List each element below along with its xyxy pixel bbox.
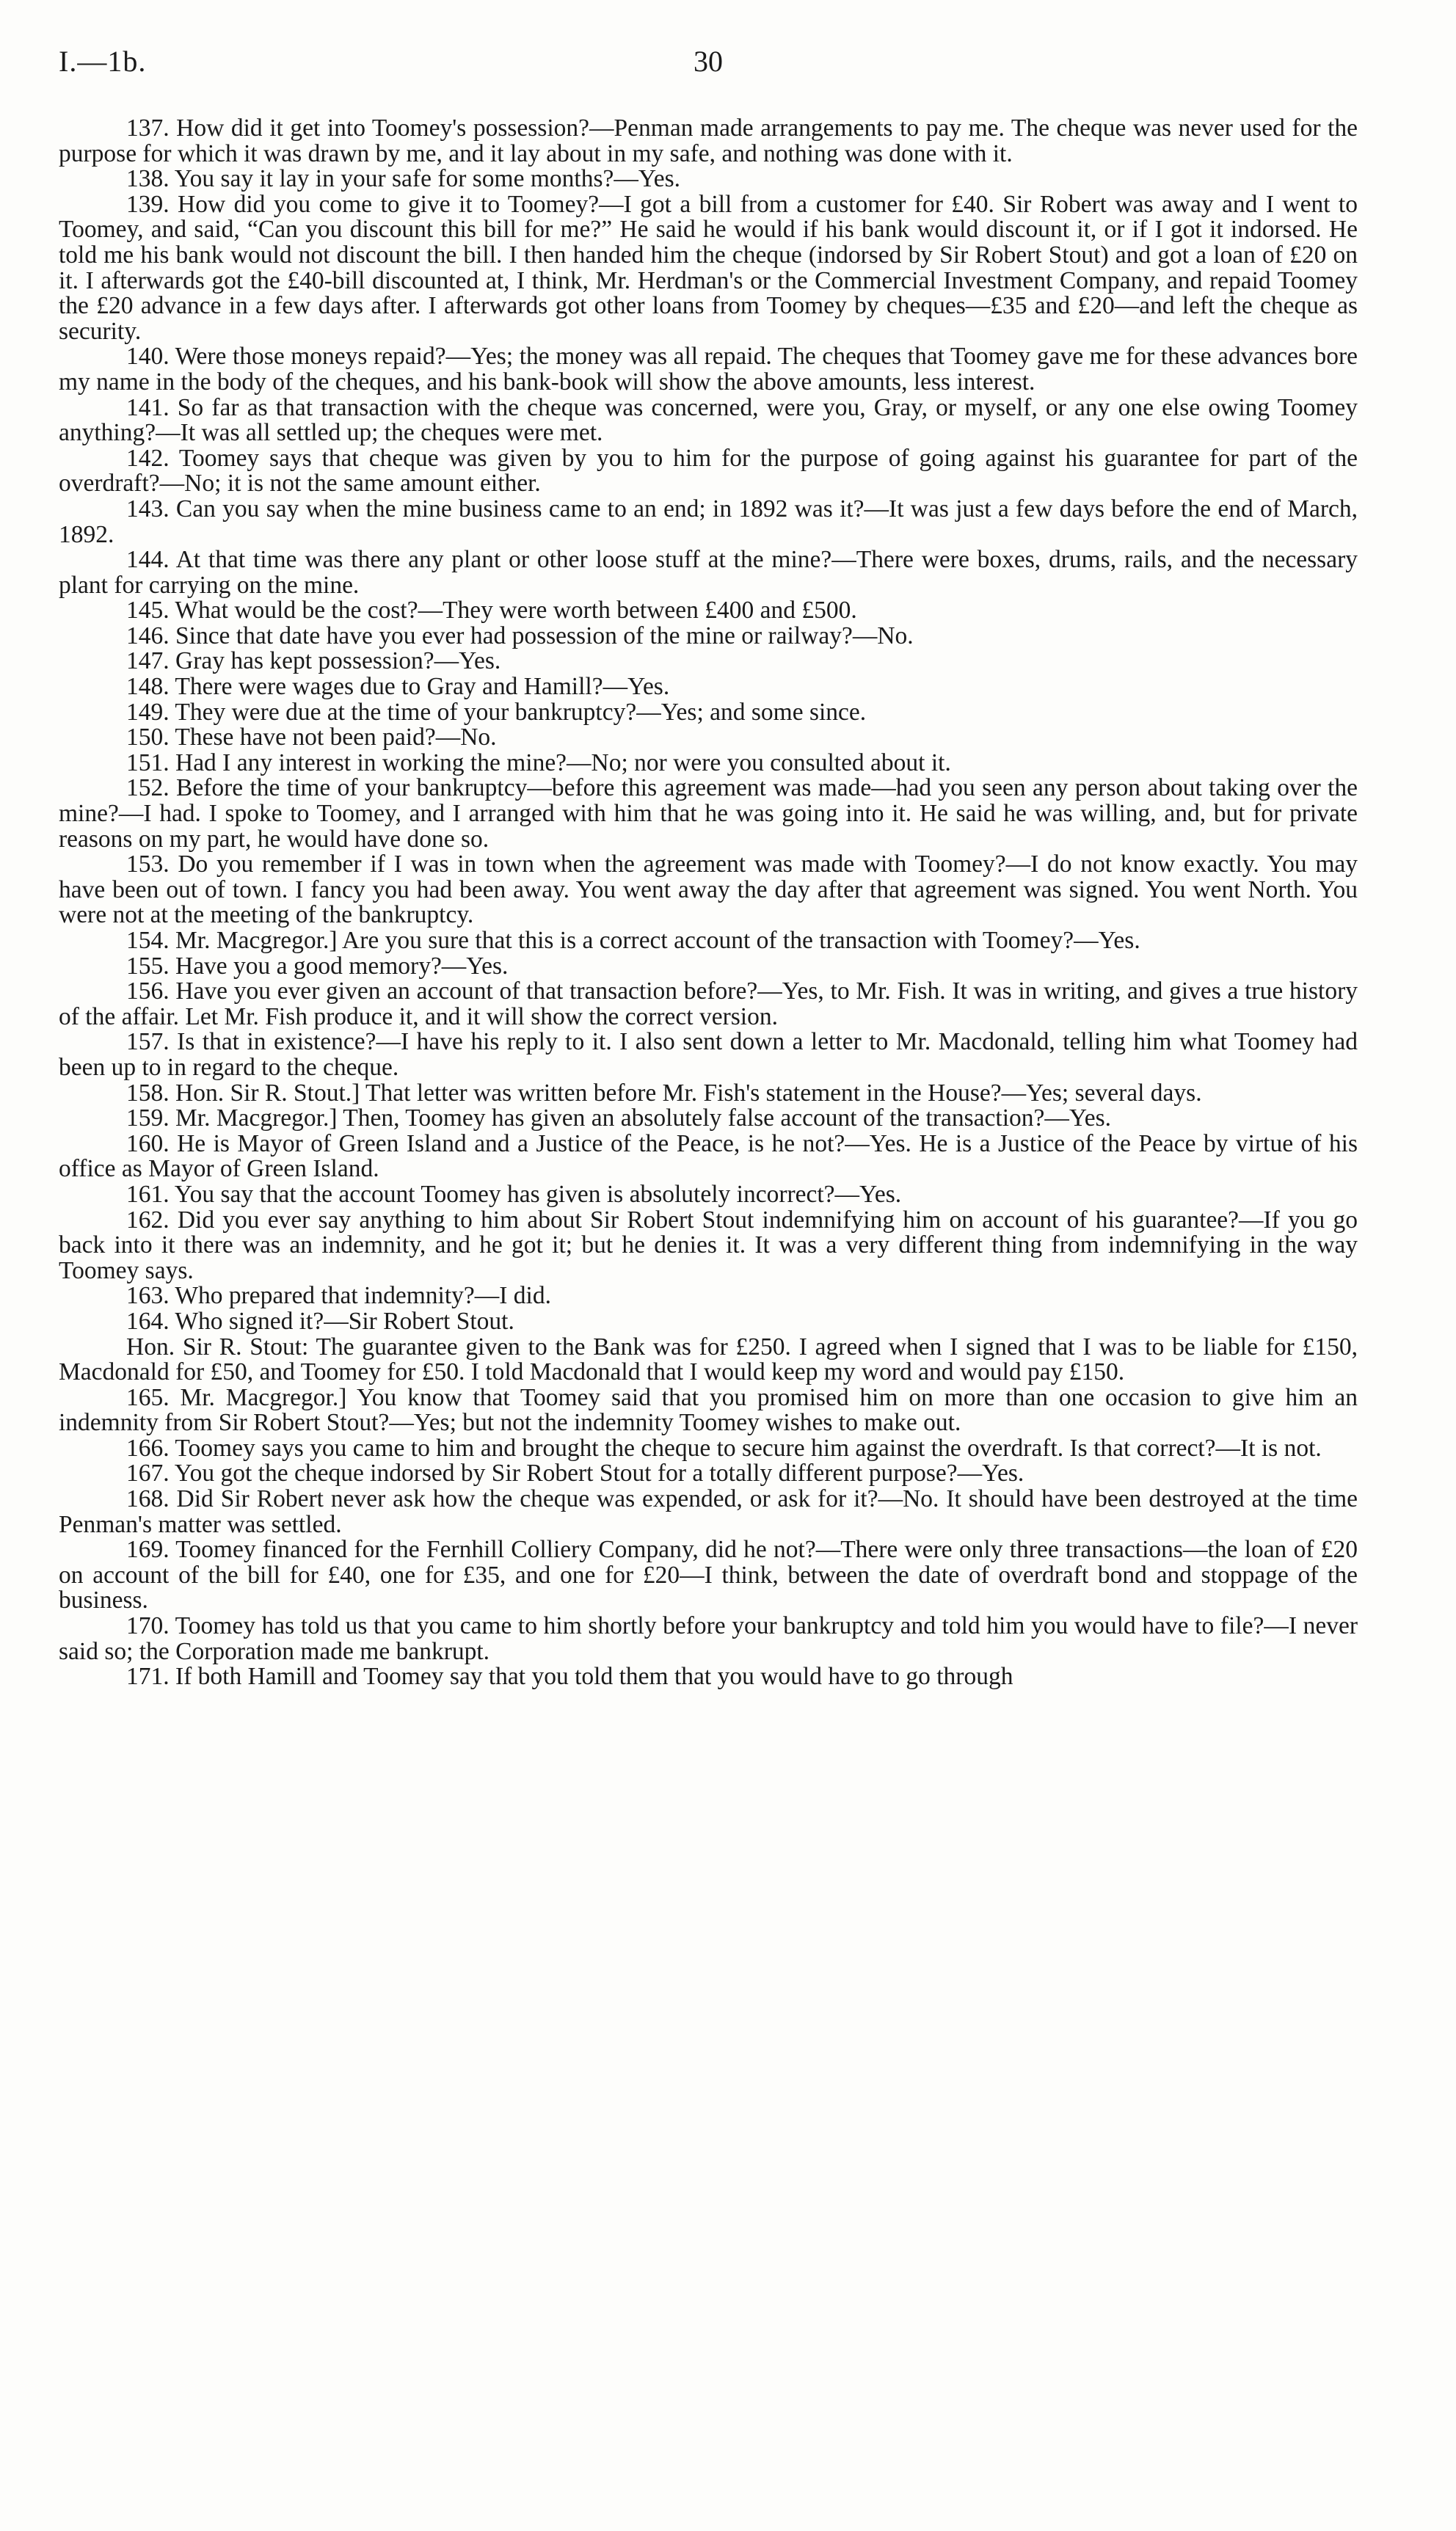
paragraph-170: 170. Toomey has told us that you came to him shortly before your bankruptcy and told him you would have to file?—I never said so; the Corporation made me bankrupt.	[59, 1612, 1358, 1665]
paragraph-156: 156. Have you ever given an account of that transaction before?—Yes, to Mr. Fish. It was in writing, and gives a true history of the affair. Let Mr. Fish produce it, and it will show the correct version.	[59, 977, 1358, 1030]
paragraph-stout-statement: Hon. Sir R. Stout: The guarantee given to the Bank was for £250. I agreed when I signed that I was to be liable for £150, Macdonald for £50, and Toomey for £50. I told Macdonald that I would keep my word and would pay £150.	[59, 1333, 1358, 1386]
paragraph-145: 145. What would be the cost?—They were worth between £400 and £500.	[126, 597, 857, 624]
paragraph-158: 158. Hon. Sir R. Stout.] That letter was written before Mr. Fish's statement in the House?—Yes; several days.	[126, 1079, 1202, 1107]
paragraph-166: 166. Toomey says you came to him and brought the cheque to secure him against the overdraft. Is that correct?—It is not.	[126, 1434, 1322, 1462]
paragraph-143: 143. Can you say when the mine business came to an end; in 1892 was it?—It was just a few days before the end of March, 1892.	[59, 495, 1358, 548]
paragraph-138: 138. You say it lay in your safe for some months?—Yes.	[126, 165, 680, 193]
paragraph-157: 157. Is that in existence?—I have his reply to it. I also sent down a letter to Mr. Macdonald, telling him what Toomey had been up to in regard to the cheque.	[59, 1028, 1358, 1081]
paragraph-142: 142. Toomey says that cheque was given by you to him for the purpose of going against his guarantee for part of the overdraft?—No; it is not the same amount either.	[59, 444, 1358, 498]
page-header	[59, 44, 1358, 88]
paragraph-162: 162. Did you ever say anything to him about Sir Robert Stout indemnifying him on account of his guarantee?—If you go back into it there was an indemnity, and he got it; but he denies it. It was a very different thing from indemnifying in the way Toomey says.	[59, 1206, 1358, 1284]
paragraph-150: 150. These have not been paid?—No.	[126, 724, 497, 751]
paragraph-154: 154. Mr. Macgregor.] Are you sure that this is a correct account of the transaction with Toomey?—Yes.	[126, 927, 1140, 954]
paragraph-165: 165. Mr. Macgregor.] You know that Toomey said that you promised him on more than one occasion to give him an indemnity from Sir Robert Stout?—Yes; but not the indemnity Toomey wishes to make out.	[59, 1383, 1358, 1437]
paragraph-137: 137. How did it get into Toomey's possession?—Penman made arrangements to pay me. The cheque was never used for the purpose for which it was drawn by me, and it lay about in my safe, and nothing was done with it.	[59, 114, 1358, 167]
paragraph-151: 151. Had I any interest in working the mine?—No; nor were you consulted about it.	[126, 749, 951, 776]
paragraph-148: 148. There were wages due to Gray and Hamill?—Yes.	[126, 673, 670, 701]
paragraph-167: 167. You got the cheque indorsed by Sir Robert Stout for a totally different purpose?—Yes.	[126, 1460, 1024, 1487]
paragraph-149: 149. They were due at the time of your bankruptcy?—Yes; and some since.	[126, 698, 867, 726]
paragraph-161: 161. You say that the account Toomey has given is absolutely incorrect?—Yes.	[126, 1180, 902, 1208]
paragraph-146: 146. Since that date have you ever had possession of the mine or railway?—No.	[126, 622, 914, 649]
paragraph-147: 147. Gray has kept possession?—Yes.	[126, 647, 501, 675]
paragraph-152: 152. Before the time of your bankruptcy—before this agreement was made—had you seen any person about taking over the mine?—I had. I spoke to Toomey, and I arranged with him that he was going into it. He said he was willing, and, but for private reasons on my part, he would have done so.	[59, 774, 1358, 853]
page-reference: I.—1b.	[59, 45, 147, 78]
paragraph-171: 171. If both Hamill and Toomey say that you told them that you would have to go through	[126, 1663, 1013, 1691]
paragraph-155: 155. Have you a good memory?—Yes.	[126, 952, 509, 980]
page-number: 30	[694, 45, 723, 78]
body-text	[59, 116, 1358, 1690]
paragraph-139: 139. How did you come to give it to Toomey?—I got a bill from a customer for £40. Sir Robert was away and I went to Toomey, and said, “Can you discount this bill for me?” He said he would if his bank would discount it, or if I got it indorsed. He told me his bank would not discount the bill. I then handed him the cheque (indorsed by Sir Robert Stout) and got a loan of £20 on it. I afterwards got the £40-bill discounted at, I think, Mr. Herdman's or the Commercial Investment Company, and repaid Toomey the £20 advance in a few days after. I afterwards got other loans from Toomey by cheques—£35 and £20—and left the cheque as security.	[59, 190, 1358, 345]
paragraph-153: 153. Do you remember if I was in town when the agreement was made with Toomey?—I do not know exactly. You may have been out of town. I fancy you had been away. You went away the day after that agreement was signed. You went North. You were not at the meeting of the bankruptcy.	[59, 851, 1358, 929]
paragraph-164: 164. Who signed it?—Sir Robert Stout.	[126, 1307, 514, 1335]
paragraph-163: 163. Who prepared that indemnity?—I did.	[126, 1282, 551, 1310]
paragraph-168: 168. Did Sir Robert never ask how the cheque was expended, or ask for it?—No. It should have been destroyed at the time Penman's matter was settled.	[59, 1485, 1358, 1538]
paragraph-169: 169. Toomey financed for the Fernhill Colliery Company, did he not?—There were only three transactions—the loan of £20 on account of the bill for £40, one for £35, and one for £20—I think, between the date of overdraft bond and stoppage of the business.	[59, 1536, 1358, 1614]
paragraph-144: 144. At that time was there any plant or other loose stuff at the mine?—There were boxes, drums, rails, and the necessary plant for carrying on the mine.	[59, 546, 1358, 599]
paragraph-159: 159. Mr. Macgregor.] Then, Toomey has given an absolutely false account of the transaction?—Yes.	[126, 1104, 1111, 1132]
paragraph-141: 141. So far as that transaction with the cheque was concerned, were you, Gray, or myself, or any one else owing Toomey anything?—It was all settled up; the cheques were met.	[59, 393, 1358, 447]
paragraph-140: 140. Were those moneys repaid?—Yes; the money was all repaid. The cheques that Toomey gave me for these advances bore my name in the body of the cheques, and his bank-book will show the above amounts, less interest.	[59, 343, 1358, 396]
paragraph-160: 160. He is Mayor of Green Island and a Justice of the Peace, is he not?—Yes. He is a Justice of the Peace by virtue of his office as Mayor of Green Island.	[59, 1129, 1358, 1183]
